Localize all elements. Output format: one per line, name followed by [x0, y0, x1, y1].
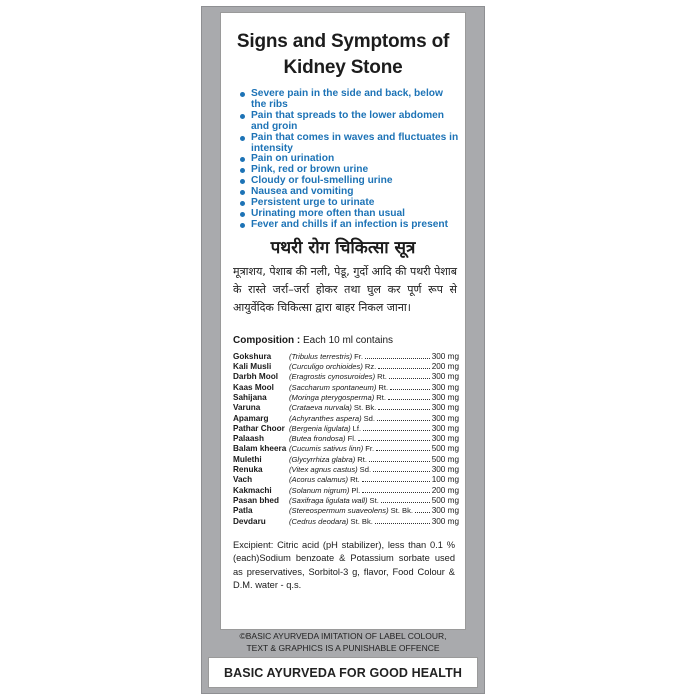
ingredient-dose: 300 mg: [431, 516, 459, 526]
leader-dots: [381, 502, 430, 503]
ingredient-dose: 500 mg: [431, 444, 459, 454]
ingredient-part: Sd.: [363, 413, 376, 423]
symptom-text: Severe pain in the side and back, below the ribs: [251, 88, 443, 110]
bullet-icon: [240, 212, 245, 217]
ingredient-botanical-name: (Vitex agnus castus): [289, 465, 358, 475]
ingredient-dose: 300 mg: [431, 434, 459, 444]
ingredient-name: Kakmachi: [233, 485, 272, 495]
ingredient-botanical-name: (Crataeva nurvala): [289, 403, 352, 413]
leader-dots: [363, 430, 430, 431]
ingredient-name: Pathar Choor: [233, 423, 285, 433]
ingredient-botanical-name: (Acorus calamus): [289, 475, 349, 485]
leader-dots: [362, 481, 430, 482]
symptoms-list: [221, 89, 465, 231]
ingredient-name: Sahijana: [233, 392, 267, 402]
ingredient-botanical-name: (Cucumis sativus linn): [289, 444, 364, 454]
ingredient-botanical-name: (Solanum nigrum): [289, 485, 350, 495]
ingredient-row: [233, 475, 459, 485]
ingredient-botanical-name: (Saccharum spontaneum): [289, 382, 377, 392]
composition-label: Composition :: [233, 334, 301, 346]
ingredient-dose: 200 mg: [431, 485, 459, 495]
ingredient-row: [233, 496, 459, 506]
ingredient-botanical-name: (Stereospermum suaveolens): [289, 506, 389, 516]
leader-dots: [365, 358, 430, 359]
ingredient-part: Rt.: [378, 382, 389, 392]
ingredient-row: [233, 506, 459, 516]
ingredient-botanical-name: (Tribulus terrestris): [289, 351, 353, 361]
leader-dots: [378, 409, 429, 410]
ingredient-name: Devdaru: [233, 516, 266, 526]
symptom-text: Urinating more often than usual: [251, 207, 405, 219]
ingredient-part: Rz.: [364, 362, 377, 372]
ingredient-part: St. Bk.: [350, 516, 373, 526]
ingredient-name: Patla: [233, 506, 253, 516]
symptom-text: Persistent urge to urinate: [251, 197, 375, 209]
symptom-text: Pain that spreads to the lower abdomen and groin: [251, 109, 445, 132]
hindi-heading: पथरी रोग चिकित्सा सूत्र: [270, 237, 416, 258]
ingredient-row: [233, 393, 459, 403]
leader-dots: [390, 389, 430, 390]
ingredient-part: Rt.: [376, 392, 386, 402]
ingredient-botanical-name: (Curculigo orchioides): [289, 362, 363, 372]
ingredient-row: [233, 486, 459, 496]
leader-dots: [415, 512, 430, 513]
ingredient-dose: 300 mg: [431, 351, 459, 361]
ingredient-row: [233, 362, 459, 372]
leader-dots: [375, 523, 430, 524]
list-item: [240, 220, 461, 231]
symptoms-title: [221, 29, 465, 81]
ingredient-row: [233, 424, 459, 434]
ingredient-part: Rt.: [350, 475, 360, 485]
ingredient-row: [233, 465, 459, 475]
ingredient-part: Fr.: [354, 351, 364, 361]
footer-text: BASIC AYURVEDA FOR GOOD HEALTH: [224, 665, 462, 680]
copyright-line-2: TEXT & GRAPHICS IS A PUNISHABLE OFFENCE: [246, 643, 440, 653]
ingredient-row: [233, 517, 459, 527]
symptom-text: Pain that comes in waves and fluctuates in intensity: [251, 131, 459, 154]
bullet-icon: [240, 223, 245, 228]
ingredient-dose: 300 mg: [431, 506, 459, 516]
ingredient-part: Lf.: [352, 423, 362, 433]
ingredient-part: Pl.: [351, 485, 361, 495]
copyright-notice: [220, 630, 466, 654]
ingredient-botanical-name: (Achyranthes aspera): [289, 413, 362, 423]
ingredient-part: St.: [369, 495, 379, 505]
ingredient-name: Gokshura: [233, 351, 272, 361]
ingredient-name: Apamarg: [233, 413, 269, 423]
bullet-icon: [240, 136, 245, 141]
ingredient-name: Mulethi: [233, 454, 262, 464]
ingredient-botanical-name: (Butea frondosa): [289, 434, 346, 444]
title-line-2: Kidney Stone: [283, 57, 403, 78]
leader-dots: [362, 492, 429, 493]
ingredient-part: Sd.: [359, 465, 372, 475]
ingredient-name: Vach: [233, 475, 253, 485]
leader-dots: [373, 471, 430, 472]
ingredient-part: Fl.: [347, 434, 357, 444]
ingredient-row: [233, 444, 459, 454]
bullet-icon: [240, 157, 245, 162]
ingredient-dose: 200 mg: [431, 362, 459, 372]
ingredient-name: Kaas Mool: [233, 382, 274, 392]
ingredient-row: [233, 372, 459, 382]
ingredient-botanical-name: (Moringa pterygosperma): [289, 392, 375, 402]
ingredient-dose: 300 mg: [431, 372, 459, 382]
leader-dots: [389, 378, 430, 379]
ingredient-dose: 300 mg: [431, 465, 459, 475]
ingredient-name: Renuka: [233, 465, 263, 475]
ingredient-dose: 300 mg: [431, 403, 459, 413]
composition-note: Each 10 ml contains: [303, 334, 394, 346]
ingredient-part: Rt.: [377, 372, 387, 382]
ingredient-name: Pasan bhed: [233, 495, 279, 505]
ingredient-dose: 300 mg: [431, 382, 459, 392]
ingredient-name: Kali Musli: [233, 362, 272, 372]
ingredient-name: Varuna: [233, 403, 261, 413]
symptom-text: Nausea and vomiting: [251, 186, 354, 198]
list-item: [240, 89, 461, 111]
ingredient-dose: 500 mg: [431, 454, 459, 464]
hindi-description: मूत्राशय, पेशाब की नली, पेडू, गुर्दो आदि की पथरी पेशाब के रास्ते जर्रा–जर्रा होकर तथा घुल कर पूर्ण रूप से आयुर्वेदिक चिकित्सा द्वारा बाहर निकल जाना।: [233, 264, 457, 314]
leader-dots: [377, 420, 430, 421]
composition-heading: [233, 335, 465, 346]
symptom-text: Pain on urination: [251, 153, 335, 165]
ingredient-row: [233, 414, 459, 424]
symptom-text: Cloudy or foul-smelling urine: [251, 175, 393, 187]
ingredient-part: St. Bk.: [390, 506, 413, 516]
footer-banner: [208, 657, 478, 688]
info-panel: [220, 12, 466, 630]
leader-dots: [376, 450, 430, 451]
bullet-icon: [240, 168, 245, 173]
ingredient-dose: 300 mg: [431, 413, 459, 423]
bullet-icon: [240, 114, 245, 119]
ingredient-botanical-name: (Cedrus deodara): [289, 516, 349, 526]
ingredient-part: Rt.: [357, 454, 367, 464]
ingredient-row: [233, 455, 459, 465]
ingredient-name: Balam kheera: [233, 444, 287, 454]
copyright-line-1: ©BASIC AYURVEDA IMITATION OF LABEL COLOUR,: [239, 631, 447, 641]
ingredient-dose: 100 mg: [431, 475, 459, 485]
symptom-text: Pink, red or brown urine: [251, 164, 369, 176]
symptom-text: Fever and chills if an infection is present: [251, 218, 449, 230]
ingredient-dose: 300 mg: [431, 423, 459, 433]
ingredient-dose: 500 mg: [431, 495, 459, 505]
leader-dots: [358, 440, 430, 441]
ingredient-part: St. Bk.: [353, 403, 377, 413]
ingredient-botanical-name: (Bergenia ligulata): [289, 423, 351, 433]
ingredient-part: Fr.: [365, 444, 375, 454]
ingredient-botanical-name: (Saxifraga ligulata wall): [289, 495, 368, 505]
ingredient-row: [233, 383, 459, 393]
bullet-icon: [240, 201, 245, 206]
bullet-icon: [240, 92, 245, 97]
bullet-icon: [240, 190, 245, 195]
bullet-icon: [240, 179, 245, 184]
ingredient-row: [233, 434, 459, 444]
leader-dots: [369, 461, 430, 462]
excipient-text: Excipient: Citric acid (pH stabilizer), less than 0.1 % (each)Sodium benzoate & Potassium sorbate used as preservatives, Sorbitol-3 g, flavor, Food Colour & D.M. water - q.s.: [233, 539, 455, 591]
ingredient-name: Darbh Mool: [233, 372, 279, 382]
leader-dots: [378, 368, 429, 369]
list-item: [240, 133, 461, 155]
list-item: [240, 111, 461, 133]
ingredient-name: Palaash: [233, 434, 264, 444]
ingredient-dose: 300 mg: [431, 392, 459, 402]
ingredient-botanical-name: (Glycyrrhiza glabra): [289, 454, 356, 464]
ingredient-row: [233, 403, 459, 413]
ingredient-botanical-name: (Eragrostis cynosuroides): [289, 372, 376, 382]
leader-dots: [388, 399, 430, 400]
title-line-1: Signs and Symptoms of: [236, 31, 450, 52]
ingredient-row: [233, 352, 459, 362]
ingredients-list: [233, 352, 459, 527]
